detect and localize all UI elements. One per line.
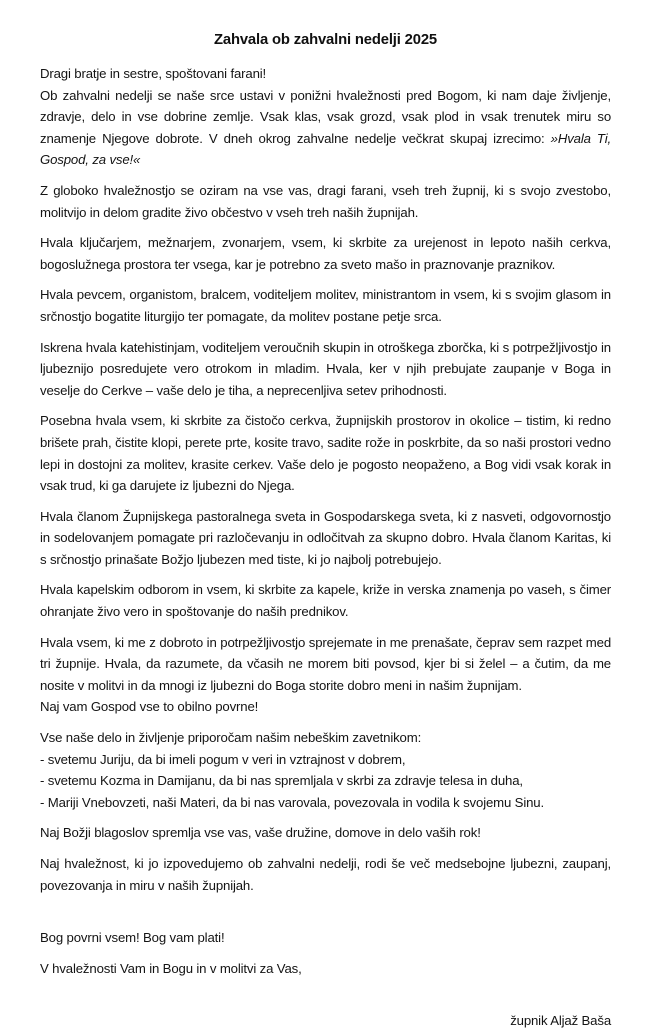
text-run: Iskrena hvala katehistinjam, voditeljem veroučnih skupin in otroškega zborčka, ki s potrpežljivostjo in ljubeznijo posredujete vero otrokom in mladim. Hvala, ker v njih prebujate zaupanje v Boga in veselje do Cerkve – vaše delo je tiha, a neprecenljiva setev prihodnosti. [40,339,611,398]
text-run: Hvala pevcem, organistom, bralcem, voditeljem molitev, ministrantom in vsem, ki s svojim glasom in srčnostjo bogatite liturgijo ter pomagate, da molitev postane petje srca. [40,287,611,324]
body-paragraph [40,410,611,496]
text-run: Naj Božji blagoslov spremlja vse vas, vaše družine, domove in delo vaših rok! [40,825,481,841]
document-body [40,63,611,1032]
text-run: Posebna hvala vsem, ki skrbite za čistočo cerkva, župnijskih prostorov in okolice – tistim, ki redno brišete prah, čistite klopi, perete prte, kosite travo, sadite rože in poskrbite, da so naši prostori vedno lepi in dostojni za molitev, krasite cerkev. Vaše delo je pogosto neopaženo, a Bog vidi vsak korak in vsak trud, ki ga darujete iz ljubezni do Njega. [40,413,611,494]
text-run: Hvala članom Župnijskega pastoralnega sveta in Gospodarskega sveta, ki z nasveti, odgovornostjo in sodelovanjem pomagate pri razločevanju in odločitvah za skupno dobro. Hvala članom Karitas, ki s srčnostjo prinašate Božjo ljubezen med tiste, ki jo najbolj potrebujejo. [40,508,611,567]
signature-paragraph [40,1010,611,1032]
text-run: Ob zahvalni nedelji se naše srce ustavi v ponižni hvaležnosti pred Bogom, ki nam daje življenje, zdravje, delo in vse dobrine zemlje. Vsak klas, vsak grozd, vsak plod in vsak trenutek miru so znamenje Njegove dobrote. V dneh okrog zahvalne nedelje večkrat skupaj izrecimo: [40,87,611,146]
list-item-paragraph [40,770,611,792]
text-run: Dragi bratje in sestre, spoštovani farani! [40,66,267,81]
body-tight-after-paragraph [40,632,611,697]
body-paragraph [40,822,611,844]
text-run: - Mariji Vnebovzeti, naši Materi, da bi nas varovala, povezovala in vodila k svojemu Sinu. [40,794,544,810]
text-run: Z globoko hvaležnostjo se oziram na vse vas, dragi farani, vseh treh župnij, ki s svojo zvestobo, molitvijo in delom gradite živo občestvo v vseh treh naših župnijah. [40,182,611,220]
intro-paragraph [40,85,611,171]
body-paragraph [40,284,611,327]
text-run: V hvaležnosti Vam in Bogu in v molitvi za Vas, [40,960,302,976]
text-run: Vse naše delo in življenje priporočam našim nebeškim zavetnikom: [40,730,422,746]
body-paragraph [40,506,611,571]
text-run: župnik Aljaž Baša [510,1013,611,1029]
closing-paragraph [40,958,611,980]
text-run: Bog povrni vsem! Bog vam plati! [40,930,225,946]
body-paragraph [40,579,611,622]
text-run: Hvala kapelskim odborom in vsem, ki skrbite za kapele, križe in verska znamenja po vaseh, s čimer ohranjate živo vero in spoštovanje do naših prednikov. [40,582,611,620]
text-run: Hvala vsem, ki me z dobroto in potrpežljivostjo sprejemate in me prenašate, čeprav sem razpet med tri župnije. Hvala, da razumete, da včasih ne morem biti povsod, kjer bi si želel – a čutim, da me nosite v molitvi in da mnogi iz ljubezni do Boga storite dobro meni in našim župnijam. [40,634,611,693]
body-paragraph [40,232,611,275]
line-tight-paragraph [40,696,611,718]
list-item-last-paragraph [40,792,611,814]
text-run: Naj hvaležnost, ki jo izpovedujemo ob zahvalni nedelji, rodi še več medsebojne ljubezni, zaupanj, povezovanja in miru v naših župnijah. [40,856,611,893]
text-run: - svetemu Kozma in Damijanu, da bi nas spremljala v skrbi za zdravje telesa in duha, [40,773,523,789]
body-paragraph [40,853,611,896]
closing-spaced-paragraph [40,927,611,949]
list-item-paragraph [40,749,611,771]
text-run: Naj vam Gospod vse to obilno povrne! [40,699,259,715]
text-run: Hvala ključarjem, mežnarjem, zvonarjem, vsem, ki skrbite za urejenost in lepoto naših cerkva, bogoslužnega prostora ter vsega, kar je potrebno za sveto mašo in praznovanje praznikov. [40,235,611,272]
greeting-paragraph [40,63,611,85]
list-intro-paragraph [40,727,611,749]
text-run: »Hvala Ti, Gospod, za vse!« [40,130,611,168]
document-title: Zahvala ob zahvalni nedelji 2025 [214,32,437,48]
body-paragraph [40,180,611,223]
text-run: - svetemu Juriju, da bi imeli pogum v veri in vztrajnost v dobrem, [40,751,406,767]
body-paragraph [40,337,611,402]
